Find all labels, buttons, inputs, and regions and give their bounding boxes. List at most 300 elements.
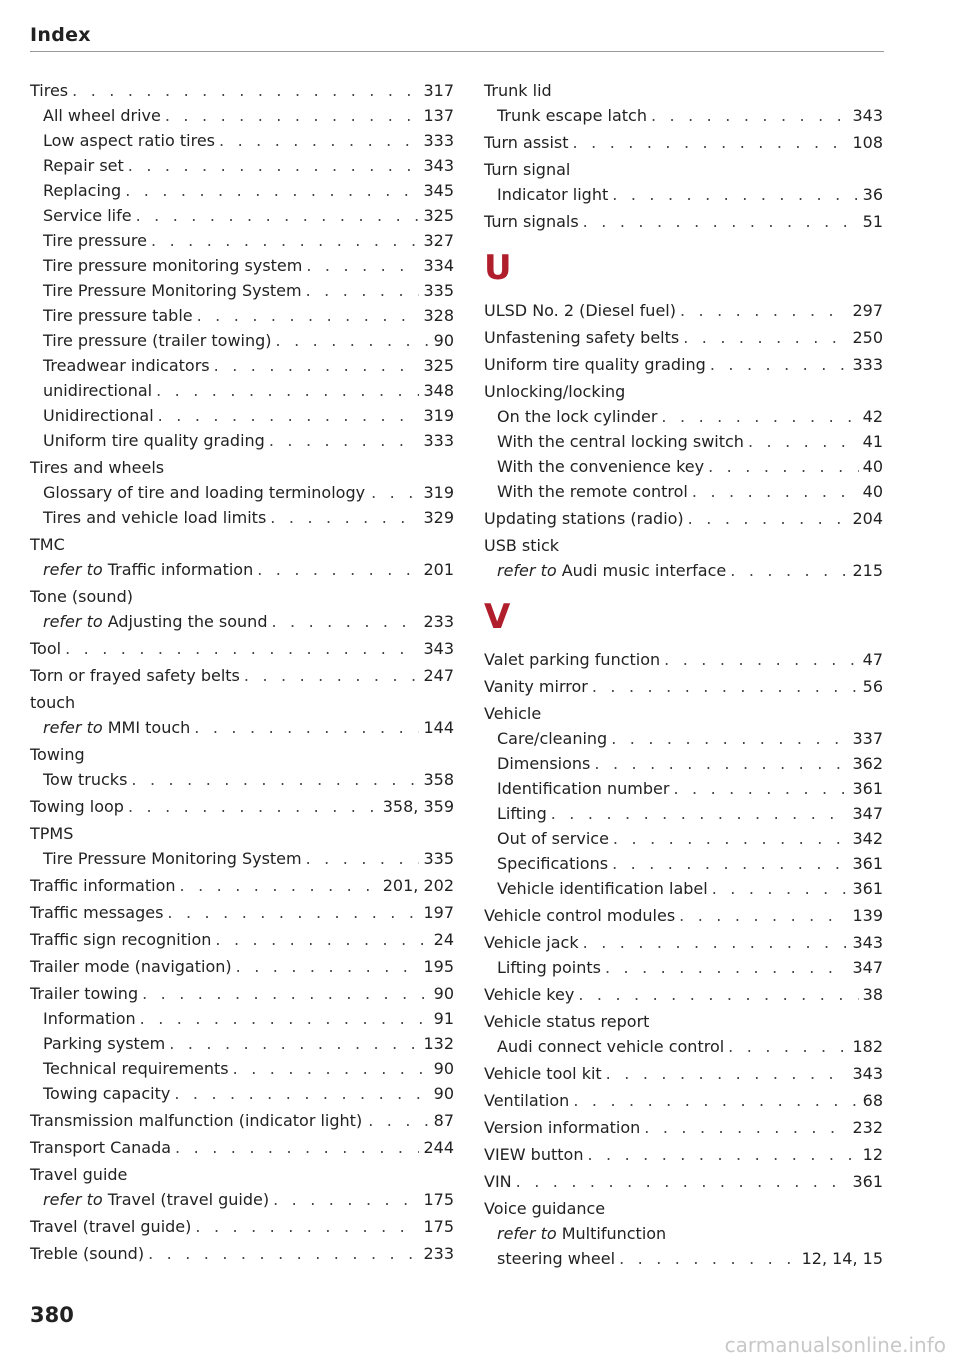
dot-leader <box>573 130 849 155</box>
index-entry <box>484 1169 883 1194</box>
page-reference: 333 <box>852 355 883 374</box>
entry-text: Vehicle <box>484 704 542 723</box>
page-reference: 38 <box>862 985 883 1004</box>
entry-term <box>30 954 232 979</box>
cross-reference-label: refer to <box>43 612 103 631</box>
dot-leader <box>368 1108 427 1133</box>
entry-text: Uniform tire quality grading <box>43 431 265 450</box>
index-subentry <box>30 1081 454 1106</box>
page-reference: 137 <box>423 106 454 125</box>
entry-text: Towing <box>30 745 85 764</box>
page-reference: 335 <box>423 849 454 868</box>
entry-term <box>43 1056 229 1081</box>
index-entry <box>30 636 454 661</box>
index-subentry <box>30 403 454 428</box>
page-reference: 47 <box>862 650 883 669</box>
entry-term <box>484 298 676 323</box>
dot-leader <box>165 103 420 128</box>
entry-text: Traffic messages <box>30 903 164 922</box>
entry-term <box>484 209 579 234</box>
index-subentry <box>30 378 454 403</box>
dot-leader <box>710 352 849 377</box>
cross-reference-label: refer to <box>497 561 557 580</box>
entry-term <box>43 328 272 353</box>
entry-text: Unidirectional <box>43 406 154 425</box>
entry-text: With the remote control <box>497 482 688 501</box>
index-subentry <box>484 558 883 583</box>
dot-leader <box>215 927 429 952</box>
dot-leader <box>214 353 420 378</box>
entry-text: Parking system <box>43 1034 166 1053</box>
index-entry <box>30 532 454 557</box>
cross-reference-label: refer to <box>43 560 103 579</box>
dot-leader <box>271 609 419 634</box>
section-letter: U <box>484 248 512 288</box>
entry-term <box>497 776 669 801</box>
page-reference: 233 <box>423 1244 454 1263</box>
entry-term <box>43 153 124 178</box>
entry-text: Uniform tire quality grading <box>484 355 706 374</box>
entry-text: Turn signals <box>484 212 579 231</box>
entry-text: Dimensions <box>497 754 591 773</box>
cross-reference-label: refer to <box>43 718 103 737</box>
entry-term <box>30 690 75 715</box>
cross-reference-label: refer to <box>497 1224 557 1243</box>
entry-text: Glossary of tire and loading terminology <box>43 483 366 502</box>
page-reference: 247 <box>423 666 454 685</box>
entry-term <box>484 1142 583 1167</box>
dot-leader <box>180 873 379 898</box>
entry-term <box>30 742 85 767</box>
entry-text: Transmission malfunction (indicator light) <box>30 1111 363 1130</box>
entry-term <box>43 403 154 428</box>
entry-term <box>43 609 267 634</box>
entry-term <box>484 1169 512 1194</box>
page-reference: 90 <box>433 1059 454 1078</box>
entry-text: Out of service <box>497 829 609 848</box>
entry-term <box>484 1009 649 1034</box>
entry-text: Trunk lid <box>484 81 552 100</box>
entry-text: Specifications <box>497 854 609 873</box>
dot-leader <box>683 325 848 350</box>
entry-term <box>484 379 625 404</box>
dot-leader <box>611 726 848 751</box>
dot-leader <box>142 981 430 1006</box>
index-subentry <box>30 178 454 203</box>
index-entry <box>30 954 454 979</box>
section-letter: V <box>484 597 511 637</box>
entry-term <box>484 647 660 672</box>
index-subentry <box>30 505 454 530</box>
index-subentry <box>30 103 454 128</box>
index-entry <box>484 209 883 234</box>
page-reference: 91 <box>433 1009 454 1028</box>
entry-term <box>484 701 541 726</box>
entry-term <box>30 900 163 925</box>
entry-text: Unlocking/locking <box>484 382 626 401</box>
index-entry <box>484 379 883 404</box>
page-reference: 343 <box>852 106 883 125</box>
index-entry <box>484 674 883 699</box>
entry-text: Care/cleaning <box>497 729 608 748</box>
index-subentry <box>30 846 454 871</box>
entry-term <box>43 103 161 128</box>
dot-leader <box>583 930 849 955</box>
entry-term <box>43 228 147 253</box>
entry-term <box>43 846 302 871</box>
entry-term <box>484 1196 605 1221</box>
page-reference: 358 <box>423 770 454 789</box>
dot-leader <box>167 900 419 925</box>
dot-leader <box>578 982 858 1007</box>
entry-term <box>484 1061 602 1086</box>
entry-text: With the convenience key <box>497 457 705 476</box>
entry-term <box>30 1241 144 1266</box>
entry-text: Treadwear indicators <box>43 356 210 375</box>
entry-text: Low aspect ratio tires <box>43 131 215 150</box>
index-entry <box>484 352 883 377</box>
page-reference: 361 <box>852 854 883 873</box>
entry-term <box>497 454 704 479</box>
index-subentry <box>484 726 883 751</box>
entry-text: Version information <box>484 1118 641 1137</box>
index-subentry <box>30 153 454 178</box>
entry-term <box>484 674 588 699</box>
entry-text: Tow trucks <box>43 770 128 789</box>
index-entry <box>484 506 883 531</box>
entry-text: ULSD No. 2 (Diesel fuel) <box>484 301 676 320</box>
dot-leader <box>257 557 419 582</box>
dot-leader <box>664 647 858 672</box>
index-subentry <box>484 851 883 876</box>
dot-leader <box>605 955 849 980</box>
page-reference: 347 <box>852 804 883 823</box>
dot-leader <box>65 636 419 661</box>
entry-term <box>43 128 215 153</box>
entry-text: VIN <box>484 1172 512 1191</box>
page-reference: 335 <box>423 281 454 300</box>
index-entry <box>484 701 883 726</box>
entry-term <box>497 751 590 776</box>
entry-text: Tire pressure <box>43 231 147 250</box>
index-entry <box>484 1196 883 1221</box>
dot-leader <box>679 903 848 928</box>
page-reference: 90 <box>433 1084 454 1103</box>
page-reference: 56 <box>862 677 883 696</box>
entry-term <box>497 955 601 980</box>
entry-term <box>43 378 152 403</box>
page-header-title: Index <box>30 24 91 46</box>
index-subentry <box>484 1221 883 1246</box>
dot-leader <box>128 153 420 178</box>
dot-leader <box>708 454 859 479</box>
entry-text: Vehicle tool kit <box>484 1064 602 1083</box>
entry-term <box>497 1221 666 1246</box>
entry-term <box>497 1246 615 1271</box>
dot-leader <box>551 801 849 826</box>
index-column-left <box>30 76 454 1266</box>
entry-term <box>43 1006 136 1031</box>
index-entry <box>484 130 883 155</box>
entry-text: Repair set <box>43 156 124 175</box>
dot-leader <box>680 298 848 323</box>
entry-term <box>484 982 574 1007</box>
page-reference: 342 <box>852 829 883 848</box>
entry-text: Service life <box>43 206 132 225</box>
page-reference: 51 <box>862 212 883 231</box>
entry-term <box>484 1115 640 1140</box>
entry-text: Tone (sound) <box>30 587 133 606</box>
index-subentry <box>484 955 883 980</box>
index-subentry <box>484 776 883 801</box>
dot-leader <box>606 1061 849 1086</box>
index-subentry <box>484 801 883 826</box>
index-entry <box>484 533 883 558</box>
entry-text: Lifting <box>497 804 547 823</box>
entry-text: Treble (sound) <box>30 1244 145 1263</box>
entry-term <box>484 130 569 155</box>
dot-leader <box>516 1169 849 1194</box>
page-reference: 40 <box>862 482 883 501</box>
entry-term <box>484 352 706 377</box>
page-reference: 317 <box>423 81 454 100</box>
page-reference: 182 <box>852 1037 883 1056</box>
index-subentry <box>30 253 454 278</box>
dot-leader <box>306 253 419 278</box>
dot-leader <box>728 1034 848 1059</box>
entry-text: Replacing <box>43 181 122 200</box>
dot-leader <box>270 505 419 530</box>
page-reference: 343 <box>423 156 454 175</box>
page-reference: 12 <box>862 1145 883 1164</box>
entry-term <box>30 981 138 1006</box>
dot-leader <box>644 1115 848 1140</box>
entry-text: Tire Pressure Monitoring System <box>43 281 302 300</box>
index-entry <box>484 930 883 955</box>
page-reference: 201, 202 <box>382 876 454 895</box>
dot-leader <box>151 228 419 253</box>
index-entry <box>30 742 454 767</box>
index-subentry <box>30 715 454 740</box>
index-subentry <box>484 182 883 207</box>
dot-leader <box>306 278 420 303</box>
entry-text: Vanity mirror <box>484 677 588 696</box>
page-reference: 358, 359 <box>382 797 454 816</box>
entry-text: Trailer towing <box>30 984 139 1003</box>
index-entry <box>484 298 883 323</box>
dot-leader <box>194 715 419 740</box>
page-reference: 12, 14, 15 <box>801 1249 883 1268</box>
entry-term <box>43 557 253 582</box>
index-entry <box>484 1142 883 1167</box>
dot-leader <box>174 1081 429 1106</box>
entry-term <box>30 1135 171 1160</box>
dot-leader <box>661 404 858 429</box>
entry-text: Identification number <box>497 779 670 798</box>
index-entry <box>30 794 454 819</box>
page-reference: 90 <box>433 331 454 350</box>
entry-text: VIEW button <box>484 1145 584 1164</box>
entry-text: Vehicle key <box>484 985 575 1004</box>
dot-leader <box>712 876 849 901</box>
index-entry <box>484 1061 883 1086</box>
entry-term <box>484 903 675 928</box>
index-entry <box>30 873 454 898</box>
entry-term <box>497 826 609 851</box>
entry-text: Valet parking function <box>484 650 661 669</box>
page-reference: 42 <box>862 407 883 426</box>
page-reference: 201 <box>423 560 454 579</box>
page-reference: 325 <box>423 356 454 375</box>
entry-term <box>30 927 211 952</box>
entry-term <box>497 1034 724 1059</box>
entry-term <box>30 821 73 846</box>
page-reference: 41 <box>862 432 883 451</box>
dot-leader <box>148 1241 419 1266</box>
page-reference: 175 <box>423 1190 454 1209</box>
entry-text: Travel guide <box>30 1165 128 1184</box>
page-reference: 334 <box>423 256 454 275</box>
index-subentry <box>30 128 454 153</box>
index-subentry <box>30 1031 454 1056</box>
dot-leader <box>306 846 420 871</box>
entry-text: Ventilation <box>484 1091 570 1110</box>
entry-text: With the central locking switch <box>497 432 744 451</box>
index-subentry <box>484 876 883 901</box>
entry-term <box>497 479 688 504</box>
entry-text: Technical requirements <box>43 1059 229 1078</box>
entry-text: Travel (travel guide) <box>30 1217 192 1236</box>
dot-leader <box>169 1031 419 1056</box>
page-reference: 343 <box>852 1064 883 1083</box>
entry-term <box>497 851 608 876</box>
page-reference: 250 <box>852 328 883 347</box>
dot-leader <box>371 480 417 505</box>
page-reference: 347 <box>852 958 883 977</box>
dot-leader <box>273 1187 419 1212</box>
page-reference: 343 <box>423 639 454 658</box>
entry-term <box>484 1088 569 1113</box>
index-subentry <box>30 557 454 582</box>
page-reference: 68 <box>862 1091 883 1110</box>
entry-term <box>43 1031 165 1056</box>
index-entry <box>484 647 883 672</box>
page-reference: 327 <box>423 231 454 250</box>
entry-term <box>484 506 684 531</box>
page-reference: 297 <box>852 301 883 320</box>
entry-term <box>484 78 552 103</box>
dot-leader <box>619 1246 798 1271</box>
index-entry <box>30 981 454 1006</box>
entry-term <box>43 303 193 328</box>
entry-text: Indicator light <box>497 185 609 204</box>
entry-term <box>30 1214 191 1239</box>
index-entry <box>484 325 883 350</box>
entry-text: Tires and wheels <box>30 458 165 477</box>
index-entry <box>484 1009 883 1034</box>
entry-text: USB stick <box>484 536 560 555</box>
index-subentry <box>30 1006 454 1031</box>
page-reference: 361 <box>852 1172 883 1191</box>
entry-term <box>484 325 679 350</box>
page-reference: 348 <box>423 381 454 400</box>
entry-text: TMC <box>30 535 65 554</box>
entry-text: Traffic sign recognition <box>30 930 212 949</box>
entry-text: unidirectional <box>43 381 153 400</box>
page-reference: 343 <box>852 933 883 952</box>
page-reference: 108 <box>852 133 883 152</box>
index-subentry <box>30 609 454 634</box>
entry-text: Vehicle jack <box>484 933 579 952</box>
entry-term <box>43 353 210 378</box>
entry-text: Traffic information <box>107 560 254 579</box>
index-subentry <box>30 203 454 228</box>
index-subentry <box>484 103 883 128</box>
dot-leader <box>692 479 859 504</box>
index-entry <box>30 1135 454 1160</box>
entry-text: Tires <box>30 81 69 100</box>
entry-term <box>43 253 302 278</box>
dot-leader <box>613 826 849 851</box>
index-subentry <box>30 767 454 792</box>
index-entry <box>484 982 883 1007</box>
entry-term <box>30 873 176 898</box>
entry-term <box>497 404 657 429</box>
page-reference: 87 <box>433 1111 454 1130</box>
index-entry <box>484 157 883 182</box>
page-reference: 361 <box>852 879 883 898</box>
page-reference: 233 <box>423 612 454 631</box>
index-subentry <box>30 480 454 505</box>
dot-leader <box>128 794 379 819</box>
index-subentry <box>30 303 454 328</box>
index-entry <box>30 1241 454 1266</box>
dot-leader <box>592 674 859 699</box>
cross-reference-label: refer to <box>43 1190 103 1209</box>
index-entry <box>484 78 883 103</box>
page-reference: 329 <box>423 508 454 527</box>
index-entry <box>30 900 454 925</box>
entry-text: Transport Canada <box>30 1138 172 1157</box>
index-entry <box>484 1115 883 1140</box>
entry-term <box>497 103 647 128</box>
entry-term <box>30 1108 362 1133</box>
entry-text: Torn or frayed safety belts <box>30 666 240 685</box>
entry-term <box>30 584 133 609</box>
entry-term <box>497 876 708 901</box>
dot-leader <box>244 663 420 688</box>
entry-text: Tire pressure monitoring system <box>43 256 303 275</box>
entry-text: Trailer mode (navigation) <box>30 957 232 976</box>
page-reference: 144 <box>423 718 454 737</box>
page-reference: 333 <box>423 431 454 450</box>
page-reference: 40 <box>862 457 883 476</box>
index-entry <box>30 821 454 846</box>
entry-term <box>30 1162 127 1187</box>
dot-leader <box>158 403 420 428</box>
entry-text: Traffic information <box>30 876 176 895</box>
entry-text: Vehicle status report <box>484 1012 650 1031</box>
entry-term <box>497 726 607 751</box>
page-reference: 337 <box>852 729 883 748</box>
entry-text: Tire pressure table <box>43 306 193 325</box>
page-reference: 139 <box>852 906 883 925</box>
page-number: 380 <box>30 1303 74 1327</box>
watermark-text: carmanualsonline.info <box>724 1333 946 1357</box>
dot-leader <box>594 751 848 776</box>
index-subentry <box>484 826 883 851</box>
entry-term <box>30 663 240 688</box>
